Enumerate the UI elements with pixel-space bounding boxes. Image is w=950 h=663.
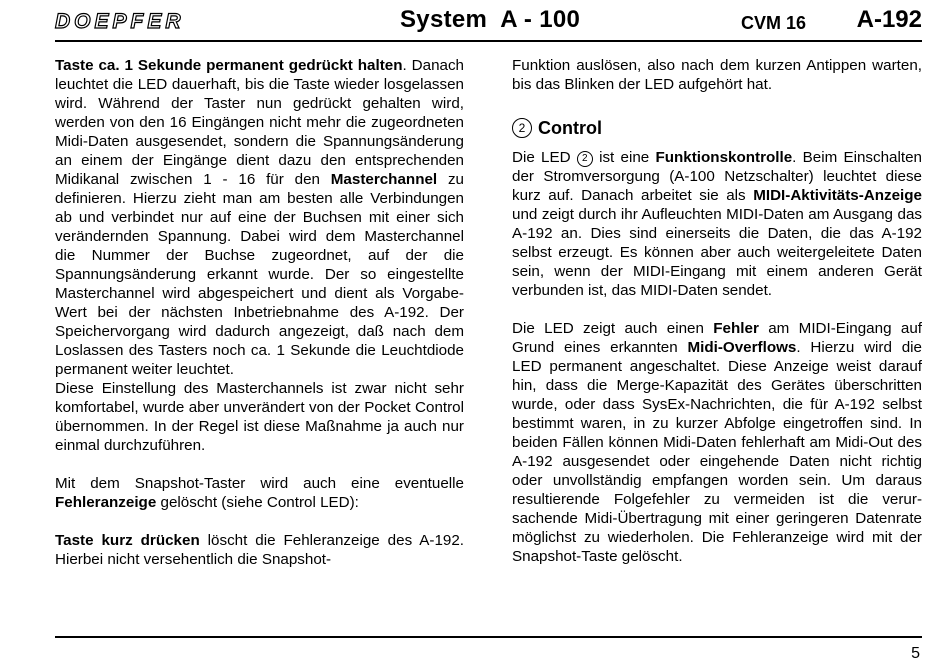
bold-phrase: Funktionskontrolle bbox=[655, 149, 793, 166]
system-title: System A - 100 bbox=[400, 6, 581, 33]
footer-rule bbox=[55, 636, 922, 638]
header-rule bbox=[55, 40, 922, 42]
text-run: . Beim Einschalten der Stromversorgung (A-100 Netzschalter) leuchtet diese kurz auf. Danach arbeitet sie als bbox=[512, 149, 922, 204]
series-label: CVM 16 bbox=[740, 13, 806, 33]
text-run: ist eine bbox=[592, 149, 656, 166]
circled-number-icon: 2 bbox=[512, 118, 532, 138]
right-column bbox=[512, 56, 922, 566]
paragraph-short-press bbox=[55, 531, 464, 569]
page-number: 5 bbox=[911, 645, 920, 662]
bold-phrase: Fehleranzeige bbox=[55, 494, 157, 511]
bold-phrase: Fehler bbox=[713, 320, 759, 337]
text-run: am MIDI-Eingang auf Grund eines erkannten bbox=[512, 320, 922, 356]
paragraph-led-error bbox=[512, 319, 922, 566]
bold-phrase: Midi-Overflows bbox=[687, 339, 797, 356]
module-number: A-192 bbox=[856, 6, 922, 33]
text-run: Die LED zeigt auch einen bbox=[512, 320, 714, 337]
paragraph-error-clear bbox=[55, 474, 464, 512]
paragraph-settings-note: Diese Einstellung des Masterchannels ist zwar nicht sehr komfortabel, wurde aber unverändert von der Pocket Control übernommen. In der Regel ist diese Maßnahme ja auch nur einmal durchzuführen. bbox=[55, 380, 464, 454]
circled-number-icon: 2 bbox=[577, 151, 593, 167]
doepfer-logo: DOEPFER bbox=[55, 10, 185, 33]
text-run: Mit dem Snapshot-Taster wird auch eine eventuelle bbox=[55, 475, 464, 492]
section-heading-control bbox=[512, 116, 922, 140]
left-column bbox=[55, 56, 464, 569]
bold-phrase: MIDI-Aktivitäts-Anzeige bbox=[753, 187, 922, 204]
text-run: Die LED bbox=[512, 149, 577, 166]
text-run: . Danach leuchtet die LED dauerhaft, bis die Taste wieder losgelassen wird. Während der Taster nun gedrückt gehalten wird, werden von den 16 Eingängen nicht mehr die zugeordneten Midi-Daten ausgesendet, sondern die Spannungsänderung an einem der Eingänge dient dazu den entsprechenden Midikanal zwischen 1 - 16 für den bbox=[55, 57, 464, 188]
text-run: löscht die Fehleranzeige des A-192. Hierbei nicht versehentlich die Snapshot- bbox=[55, 532, 465, 568]
text-run: und zeigt durch ihr Aufleuchten MIDI-Daten am Ausgang das A-192 an. Dies sind einerseits die Daten, die das A-192 selbst erzeugt. Es können aber auch weitergeleitete Daten sein, wenn der MIDI-Eingang mit einem anderen Gerät verbunden ist, das MIDI-Daten sendet. bbox=[512, 206, 922, 299]
paragraph-led-function bbox=[512, 148, 922, 300]
paragraph-continuation: Funktion auslösen, also nach dem kurzen Antippen warten, bis das Blinken der LED aufgehört hat. bbox=[512, 57, 922, 93]
bold-phrase: Taste kurz drücken bbox=[55, 532, 200, 549]
bold-phrase: Taste ca. 1 Sekunde permanent gedrückt halten bbox=[55, 57, 403, 74]
bold-phrase: Masterchannel bbox=[330, 171, 438, 188]
text-run: gelöscht (siehe Control LED): bbox=[156, 494, 359, 511]
page-header bbox=[55, 4, 922, 40]
text-run: . Hierzu wird die LED permanent angeschaltet. Diese Anzeige weist darauf hin, dass die Merge-Kapazität des Gerätes überschritten wurde, oder dass SysEx-Nachrichten, die für A-192 selbst bestimmt waren, in zu kurzer Abfolge eingetroffen sind. In beiden Fällen können Midi-Daten fehlerhaft am Midi-Out des A-192 ausgesendet oder eingehende Daten nicht richtig oder unvollständig empfangen worden sein. Um daraus resultierende Folgefehler zu vermeiden ist die verursachende Midi-Übertragung mit einer geringeren Datenrate möglichst zu wiederholen. Die Fehleranzeige wird mit der Snapshot-Taste gelöscht. bbox=[512, 339, 922, 565]
text-run: zu definieren. Hierzu zieht man am besten alle Verbindungen ab und verbindet nur auf eine der Buchsen mit einer sich verändernden Spannung. Dabei wird dem Masterchannel die Nummer der Buchse zugeordnet, auf der die Spannungsänderung erkannt wurde. Der so eingestellte Masterchannel wird abgespeichert und dient als Vorgabe-Wert bei der nächsten Inbetriebnahme des A-192. Der Speichervorgang wird dadurch angezeigt, daß nach dem Loslassen des Tasters noch ca. 1 Sekunde die Leuchtdiode permanent weiter leuchtet. bbox=[55, 171, 464, 378]
section-title: Control bbox=[538, 118, 602, 138]
paragraph-masterchannel bbox=[55, 56, 464, 379]
